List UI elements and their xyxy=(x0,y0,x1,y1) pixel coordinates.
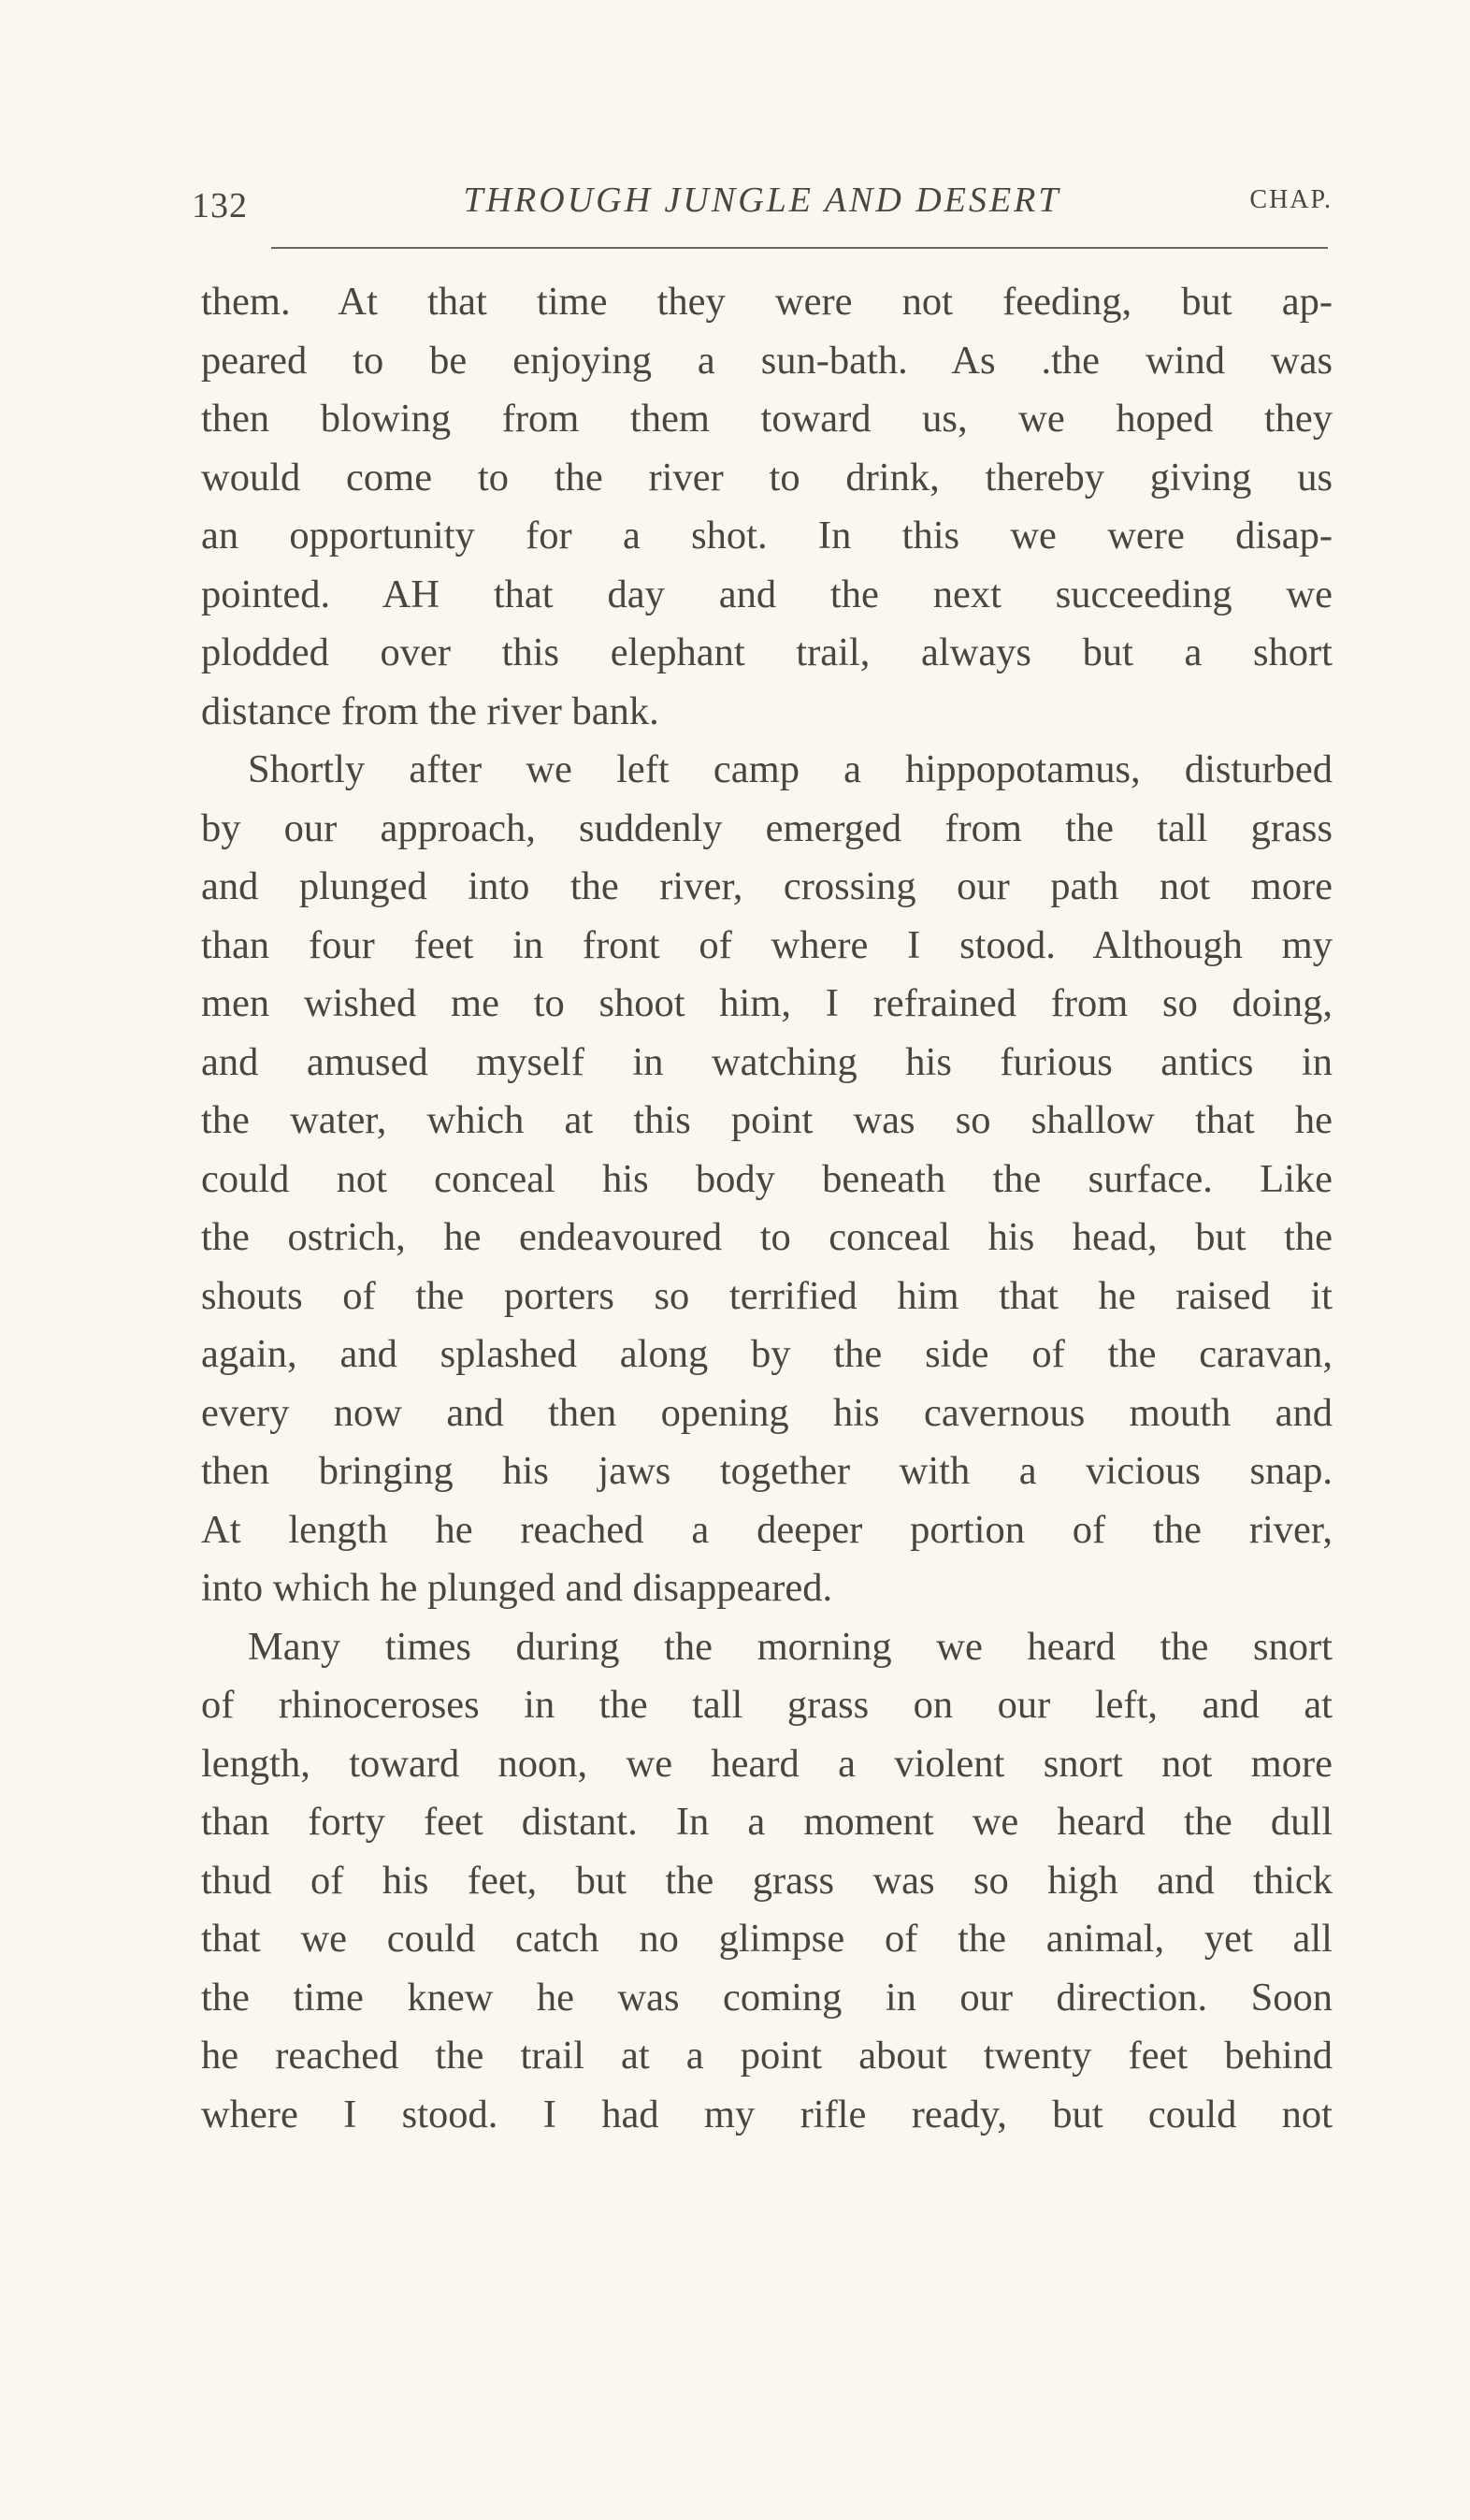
text-line: the time knew he was coming in our direction. Soon xyxy=(201,1975,1333,2020)
running-title: THROUGH JUNGLE AND DESERT xyxy=(463,181,1061,220)
text-line: he reached the trail at a point about twenty feet behind xyxy=(201,2034,1333,2078)
text-line: into which he plunged and disappeared. xyxy=(201,1566,833,1610)
text-line: an opportunity for a shot. In this we were disap- xyxy=(201,514,1333,558)
header-rule xyxy=(271,247,1328,249)
text-line: again, and splashed along by the side of the caravan, xyxy=(201,1332,1333,1376)
text-line: every now and then opening his cavernous mouth and xyxy=(201,1390,1333,1435)
chapter-label: CHAP. xyxy=(1249,185,1333,214)
text-line: distance from the river bank. xyxy=(201,688,659,733)
running-head xyxy=(192,176,1333,232)
text-line: than forty feet distant. In a moment we heard the dull xyxy=(201,1800,1333,1844)
text-line: shouts of the porters so terrified him that he raised it xyxy=(201,1273,1333,1318)
text-line: At length he reached a deeper portion of the river, xyxy=(201,1507,1333,1552)
text-line: would come to the river to drink, thereby giving us xyxy=(201,455,1333,500)
text-line: of rhinoceroses in the tall grass on our left, and at xyxy=(201,1683,1333,1727)
text-line: men wished me to shoot him, I refrained from so doing, xyxy=(201,981,1333,1025)
text-line: then blowing from them toward us, we hoped they xyxy=(201,397,1333,441)
page-number: 132 xyxy=(192,186,248,225)
text-line: and amused myself in watching his furious antics in xyxy=(201,1039,1333,1084)
text-line: pointed. AH that day and the next succeeding we xyxy=(201,572,1333,616)
text-line: where I stood. I had my rifle ready, but could not xyxy=(201,2092,1333,2136)
text-line: them. At that time they were not feeding, but ap- xyxy=(201,280,1333,324)
text-line: and plunged into the river, crossing our path not more xyxy=(201,864,1333,908)
text-line: then bringing his jaws together with a vicious snap. xyxy=(201,1449,1333,1493)
body-text xyxy=(201,273,1333,2144)
text-line: than four feet in front of where I stood. Although my xyxy=(201,922,1333,967)
text-line: could not conceal his body beneath the surface. Like xyxy=(201,1156,1333,1201)
text-line: thud of his feet, but the grass was so high and thick xyxy=(201,1858,1333,1903)
text-line: by our approach, suddenly emerged from the tall grass xyxy=(201,805,1333,850)
text-line: the ostrich, he endeavoured to conceal his head, but the xyxy=(201,1215,1333,1259)
text-line: length, toward noon, we heard a violent snort not more xyxy=(201,1741,1333,1786)
text-line: the water, which at this point was so shallow that he xyxy=(201,1098,1333,1142)
text-line: plodded over this elephant trail, always but a short xyxy=(201,630,1333,674)
text-line: peared to be enjoying a sun-bath. As .the wind was xyxy=(201,338,1333,383)
text-line: Shortly after we left camp a hippopotamus, disturbed xyxy=(248,747,1333,791)
text-line: that we could catch no glimpse of the animal, yet all xyxy=(201,1917,1333,1961)
text-line: Many times during the morning we heard the snort xyxy=(248,1624,1333,1669)
